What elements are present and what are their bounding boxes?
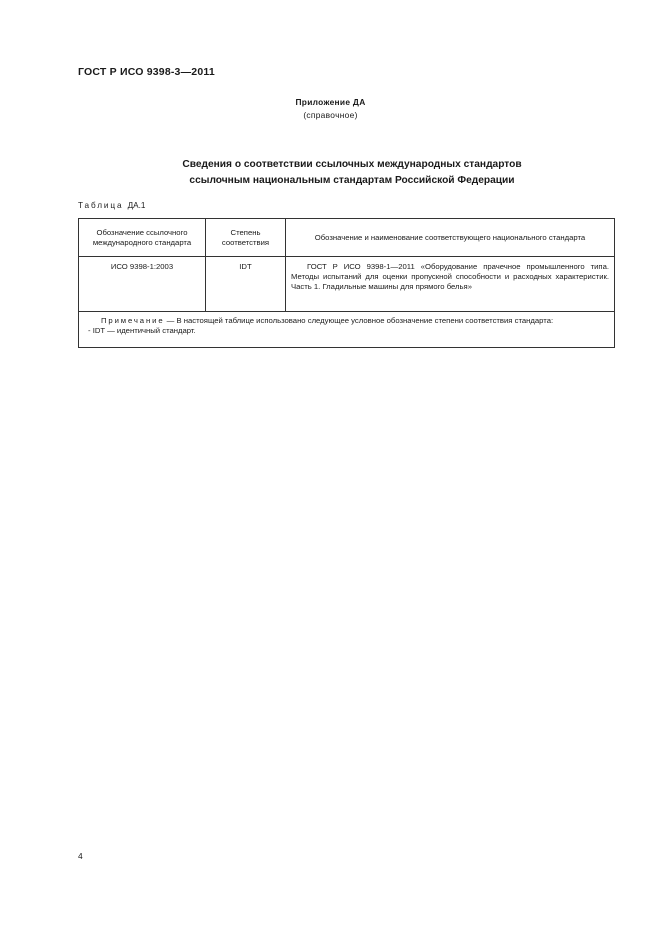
column-header-degree: Степень соответствия [206,219,286,257]
page-number: 4 [78,851,83,861]
table-caption [78,201,145,210]
section-title [0,157,661,188]
table-note [79,312,615,348]
cell-international-standard: ИСО 9398-1:2003 [79,257,206,312]
cell-degree: IDT [206,257,286,312]
appendix-subtitle: (справочное) [303,110,358,120]
note-body: — В настоящей таблице использовано следующее условное обозначение степени соответствия стандарта: [164,316,554,325]
cell-national-standard: ГОСТ Р ИСО 9398-1—2011 «Оборудование прачечное промышленного типа. Методы испытаний для оценки пропускной способности и расходных характеристик. Часть 1. Гладильные машины для прямого белья» [286,257,615,312]
note-label: Примечание [101,316,165,325]
table-row [79,257,615,312]
concordance-table [78,218,615,348]
table-note-row [79,312,615,348]
table-header-row [79,219,615,257]
table-caption-word: Таблица [78,201,124,210]
document-header: ГОСТ Р ИСО 9398-3—2011 [78,66,215,78]
note-text [86,316,608,326]
section-title-line-2: ссылочным национальным стандартам Российской Федерации [189,174,515,186]
table-caption-number: ДА.1 [127,201,146,210]
column-header-international: Обозначение ссылочного международного стандарта [79,219,206,257]
note-list-item: - IDT — идентичный стандарт. [88,326,196,335]
appendix-title: Приложение ДА [295,97,366,107]
section-title-line-1: Сведения о соответствии ссылочных международных стандартов [182,159,522,170]
column-header-national: Обозначение и наименование соответствующего национального стандарта [286,219,615,257]
appendix-heading [0,96,661,122]
